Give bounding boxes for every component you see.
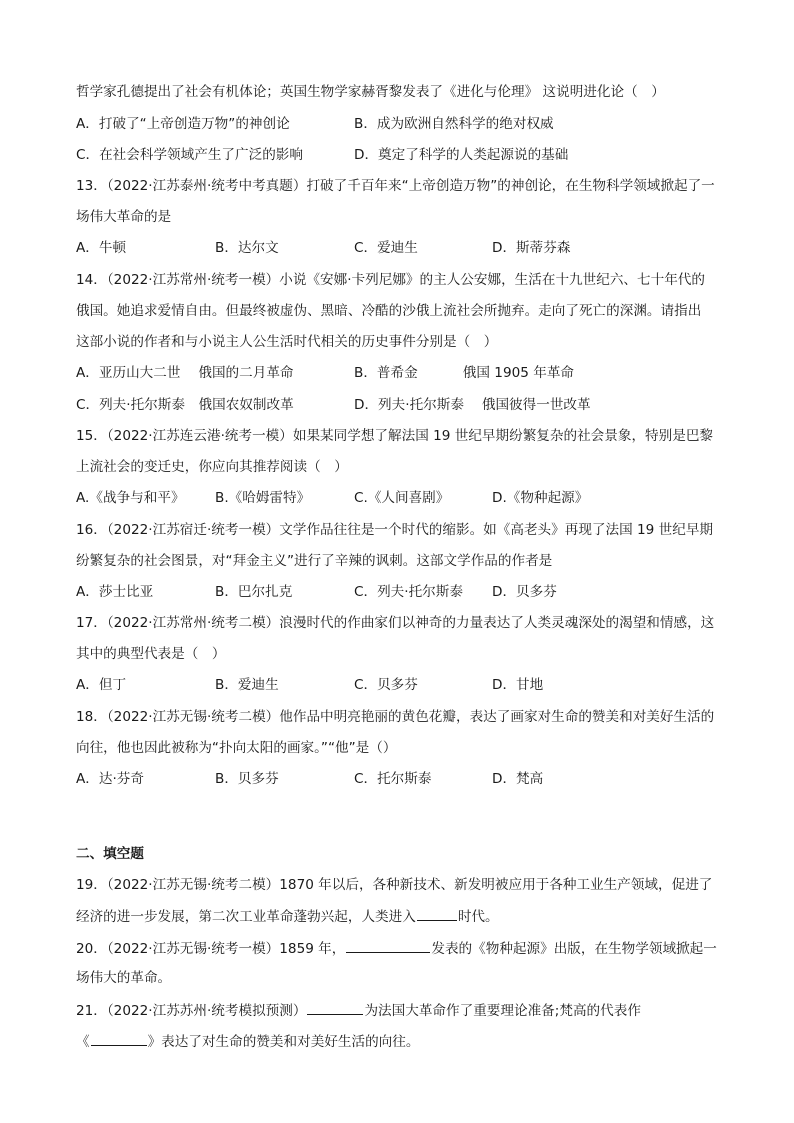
q13-option-c: C．爱迪生: [354, 240, 418, 256]
q15-option-d: D.《物种起源》: [492, 490, 589, 506]
q18-option-d: D．梵高: [492, 771, 544, 787]
q21-stem-line1: [76, 1000, 726, 1020]
q14-stem-line2: 俄国。她追求爱情自由。但最终被虚伪、黑暗、冷酷的沙俄上流社会所抛弃。走向了死亡的深渊。请指出: [76, 303, 702, 319]
q16-stem-line2: 纷繁复杂的社会图景，对“拜金主义”进行了辛辣的讽刺。这部文学作品的作者是: [76, 553, 553, 569]
q13-stem-line1: 13．（2022·江苏泰州·统考中考真题）打破了千百年来“上帝创造万物”的神创论，在生物科学领域掀起了一: [76, 178, 715, 194]
q12-stem: 哲学家孔德提出了社会有机体论；英国生物学家赫胥黎发表了《进化与伦理》 这说明进化论（ ）: [76, 84, 665, 100]
q16-option-d: D．贝多芬: [492, 584, 557, 600]
q14-option-c: C．列夫·托尔斯泰 俄国农奴制改革: [76, 397, 294, 413]
q12-option-d: D．奠定了科学的人类起源说的基础: [354, 147, 569, 163]
q17-option-c: C．贝多芬: [354, 677, 418, 693]
q12-option-a: A．打破了“上帝创造万物”的神创论: [76, 116, 290, 132]
q14-option-b: B．普希金 俄国 1905 年革命: [354, 365, 575, 381]
q17-option-a: A．但丁: [76, 677, 127, 693]
q19-answer-blank[interactable]: [417, 906, 457, 921]
q16-options: [76, 583, 726, 601]
q20-answer-blank[interactable]: [346, 938, 430, 953]
q19-stem-line2: [76, 906, 726, 926]
q16-option-b: B．巴尔扎克: [215, 584, 293, 600]
q21-stem-line2: [76, 1031, 726, 1051]
q17-option-b: B．爱迪生: [215, 677, 279, 693]
q21-open-bracket: 《: [76, 1034, 90, 1050]
q16-option-c: C．列夫·托尔斯泰: [354, 584, 463, 600]
q17-options: [76, 676, 726, 694]
q20-stem-line1: [76, 938, 726, 958]
q18-stem-line1: 18．（2022·江苏无锡·统考二模）他作品中明亮艳丽的黄色花瓣，表达了画家对生命的赞美和对美好生活的: [76, 709, 715, 725]
q20-text-before-blank: 20．（2022·江苏无锡·统考一模）1859 年，: [76, 941, 346, 957]
q15-option-a: A.《战争与和平》: [76, 490, 185, 506]
q14-option-d: D．列夫·托尔斯泰 俄国彼得一世改革: [354, 397, 591, 413]
q18-option-a: A．达·芬奇: [76, 771, 144, 787]
q15-stem-line1: 15．（2022·江苏连云港·统考一模）如果某同学想了解法国 19 世纪早期纷繁复杂的社会景象，特别是巴黎: [76, 428, 714, 444]
q12-options-row2: [76, 146, 726, 164]
q18-option-c: C．托尔斯泰: [354, 771, 432, 787]
q19-text-before-blank: 经济的进一步发展，第二次工业革命蓬勃兴起，人类进入: [76, 909, 416, 925]
q15-stem-line2: 上流社会的变迁史，你应向其推荐阅读（ ）: [76, 459, 348, 475]
q18-stem-line2: 向往，他也因此被称为“扑向太阳的画家。”“他”是（）: [76, 740, 397, 756]
q21-text-after-blank-2: 》表达了对生命的赞美和对美好生活的向往。: [147, 1034, 420, 1050]
q14-options-row1: [76, 364, 726, 382]
q15-option-b: B.《哈姆雷特》: [215, 490, 311, 506]
q21-text-before-blank: 21．（2022·江苏苏州·统考模拟预测）: [76, 1003, 307, 1019]
q17-stem-line1: 17．（2022·江苏常州·统考二模）浪漫时代的作曲家们以神奇的力量表达了人类灵魂深处的渴望和情感，这: [76, 615, 715, 631]
q13-option-b: B．达尔文: [215, 240, 279, 256]
q13-option-a: A．牛顿: [76, 240, 127, 256]
q14-options-row2: [76, 396, 726, 414]
q19-text-after-blank: 时代。: [457, 909, 499, 925]
q13-option-d: D．斯蒂芬森: [492, 240, 571, 256]
q12-option-c: C．在社会科学领域产生了广泛的影响: [76, 147, 303, 163]
q15-option-c: C.《人间喜剧》: [354, 490, 450, 506]
q13-stem-line2: 场伟大革命的是: [76, 209, 172, 225]
q20-text-after-blank: 发表的《物种起源》出版，在生物学领域掀起一: [431, 941, 717, 957]
q14-stem-line3: 这部小说的作者和与小说主人公生活时代相关的历史事件分别是（ ）: [76, 334, 498, 350]
q20-stem-line2: 场伟大的革命。: [76, 970, 172, 986]
q13-options: [76, 239, 726, 257]
q14-stem-line1: 14．（2022·江苏常州·统考一模）小说《安娜·卡列尼娜》的主人公安娜，生活在十九世纪六、七十年代的: [76, 272, 705, 288]
q21-answer-blank-1[interactable]: [307, 1000, 363, 1015]
q16-stem-line1: 16．（2022·江苏宿迁·统考一模）文学作品往往是一个时代的缩影。如《高老头》再现了法国 19 世纪早期: [76, 522, 714, 538]
q17-stem-line2: 其中的典型代表是（ ）: [76, 646, 226, 662]
q16-option-a: A．莎士比亚: [76, 584, 154, 600]
q19-stem-line1: 19．（2022·江苏无锡·统考二模）1870 年以后，各种新技术、新发明被应用于各种工业生产领域，促进了: [76, 877, 713, 893]
q12-option-b: B．成为欧洲自然科学的绝对权威: [354, 116, 554, 132]
q18-option-b: B．贝多芬: [215, 771, 279, 787]
q17-option-d: D．甘地: [492, 677, 544, 693]
q14-option-a: A．亚历山大二世 俄国的二月革命: [76, 365, 294, 381]
q21-answer-blank-2[interactable]: [91, 1031, 147, 1046]
q21-text-after-blank: 为法国大革命作了重要理论准备;梵高的代表作: [364, 1003, 641, 1019]
q18-options: [76, 770, 726, 788]
section-heading-fill-in: 二、填空题: [76, 846, 144, 862]
q15-options: [76, 489, 726, 507]
q12-options-row1: [76, 115, 726, 133]
